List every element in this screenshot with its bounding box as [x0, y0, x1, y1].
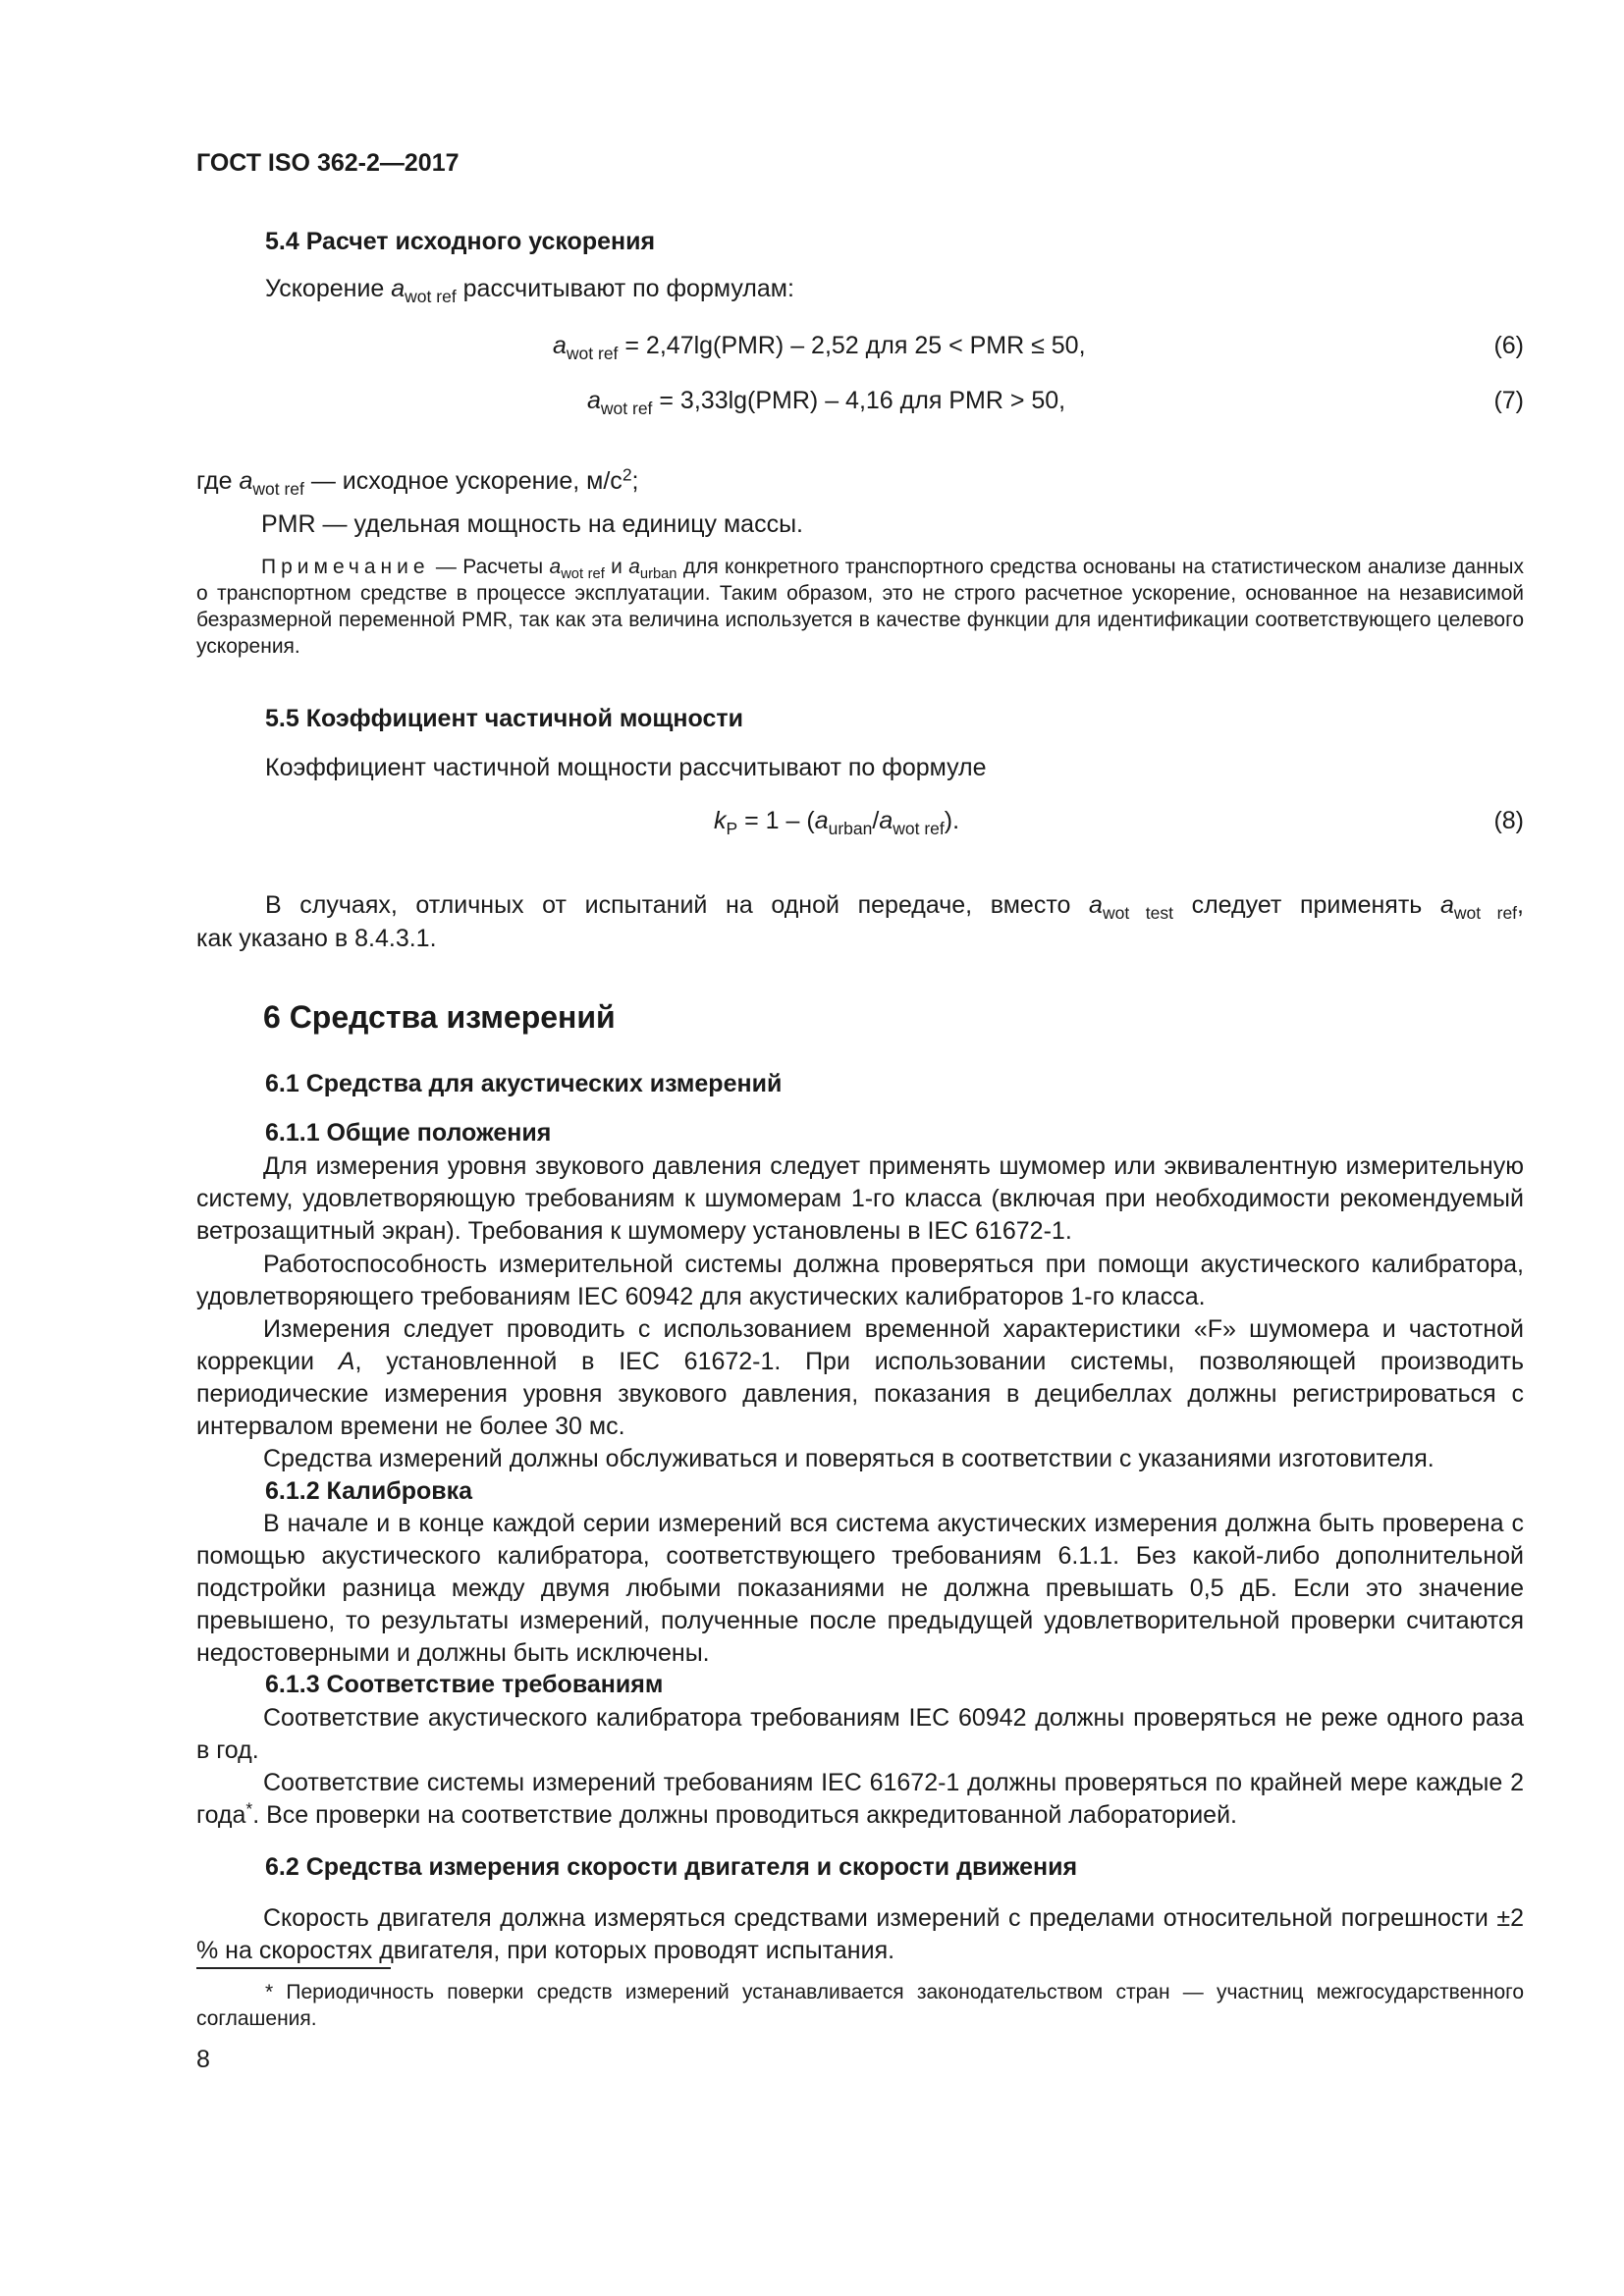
- section-5-5-para-line2: как указано в 8.4.3.1.: [196, 925, 437, 952]
- equation-6: $a_{wot ref} = 2,47\lg(PMR) - 2,52$ для 25 < PMR ≤ 50,: [553, 332, 1086, 364]
- section-6-2-title: 6.2 Средства измерения скорости двигателя и скорости движения: [265, 1853, 1078, 1881]
- equation-8-number: (8): [1493, 807, 1524, 834]
- section-5-5-title: 5.5 Коэффициент частичной мощности: [265, 705, 743, 732]
- document-header: ГОСТ ISO 362-2—2017: [196, 149, 460, 177]
- para-6-1-2: В начале и в конце каждой серии измерений вся система акустических измерения должна быть проверена с помощью акустического калибратора, соответствующего требованиям 6.1.1. Без какой-либо дополнительной подстройки разница между двумя любыми показаниями не должна превышать 0,5 дБ. Если это значение превышено, то результаты измерений, полученные после предыдущей удовлетворительной проверки считаются недостоверными и должны быть исключены.: [196, 1510, 1524, 1667]
- para-6-1-3-a: Соответствие акустического калибратора требованиям IEC 60942 должны проверяться не реже одного раза в год.: [196, 1704, 1524, 1764]
- section-5-4-intro: Ускорение $a_{wot ref}$ рассчитывают по формулам:: [265, 275, 794, 307]
- footnote: * Периодичность поверки средств измерений устанавливается законодательством стран — участниц межгосударственного соглашения.: [196, 1981, 1524, 2030]
- para-6-1-3-b: Соответствие системы измерений требованиям IEC 61672-1 должны проверяться по крайней мере каждые 2 года*. Все проверки на соответствие должны проводиться аккредитованной лабораторией.: [196, 1769, 1524, 1829]
- note-block: Примечание — Расчеты $a_{wot ref}$ и $a_{urban}$ для конкретного транспортного средства основаны на статистическом анализе данных о транспортном средстве в процессе эксплуатации. Таким образом, это не строго расчетное ускорение, основанное на независимой безразмерной переменной PMR, так как эта величина используется в качестве функции для идентификации соответствующего целевого ускорения.: [196, 556, 1525, 658]
- para-6-1-1-b: Работоспособность измерительной системы должна проверяться при помощи акустического калибратора, удовлетворяющего требованиям IEC 60942 для акустических калибраторов 1-го класса.: [196, 1251, 1524, 1310]
- page-number: 8: [196, 2046, 210, 2073]
- where-line: где $a_{wot ref}$ — исходное ускорение, $м/с^2$;: [196, 464, 639, 500]
- para-6-2: Скорость двигателя должна измеряться средствами измерений с пределами относительной погрешности ±2 % на скоростях двигателя, при которых проводят испытания.: [196, 1904, 1524, 1964]
- equation-6-number: (6): [1493, 332, 1524, 359]
- section-6-1-3-title: 6.1.3 Соответствие требованиям: [265, 1671, 664, 1698]
- section-6-title: 6 Средства измерений: [263, 999, 616, 1035]
- section-6-1-2-title: 6.1.2 Калибровка: [265, 1477, 473, 1505]
- equation-8: $k_P = 1 - (a_{urban}/a_{wot ref})$.: [714, 807, 960, 839]
- section-5-5-para-line1: В случаях, отличных от испытаний на одной передаче, вместо $a_{wot test}$ следует применять $a_{wot ref}$,: [265, 891, 1524, 924]
- section-5-5-intro: Коэффициент частичной мощности рассчитывают по формуле: [265, 754, 987, 781]
- section-6-1-1-title: 6.1.1 Общие положения: [265, 1119, 552, 1147]
- para-6-1-1-a: Для измерения уровня звукового давления следует применять шумомер или эквивалентную измерительную систему, удовлетворяющую требованиям к шумомерам 1-го класса (включая при необходимости рекомендуемый ветрозащитный экран). Требования к шумомеру установлены в IEC 61672-1.: [196, 1152, 1524, 1245]
- pmr-definition: PMR — удельная мощность на единицу массы.: [261, 510, 803, 538]
- equation-7: $a_{wot ref} = 3,33\lg(PMR) - 4,16$ для PMR > 50,: [587, 387, 1066, 419]
- section-5-4-title: 5.4 Расчет исходного ускорения: [265, 228, 656, 255]
- section-6-1-title: 6.1 Средства для акустических измерений: [265, 1070, 783, 1097]
- para-6-1-1-c: Измерения следует проводить с использованием временной характеристики «F» шумомера и частотной коррекции A, установленной в IEC 61672-1. При использовании системы, позволяющей производить периодические измерения уровня звукового давления, показания в децибеллах должны регистрироваться с интервалом времени не более 30 мс.: [196, 1315, 1524, 1440]
- footnote-rule: [196, 1967, 391, 1969]
- equation-7-number: (7): [1493, 387, 1524, 414]
- para-6-1-1-d: Средства измерений должны обслуживаться и поверяться в соответствии с указаниями изготовителя.: [263, 1445, 1435, 1472]
